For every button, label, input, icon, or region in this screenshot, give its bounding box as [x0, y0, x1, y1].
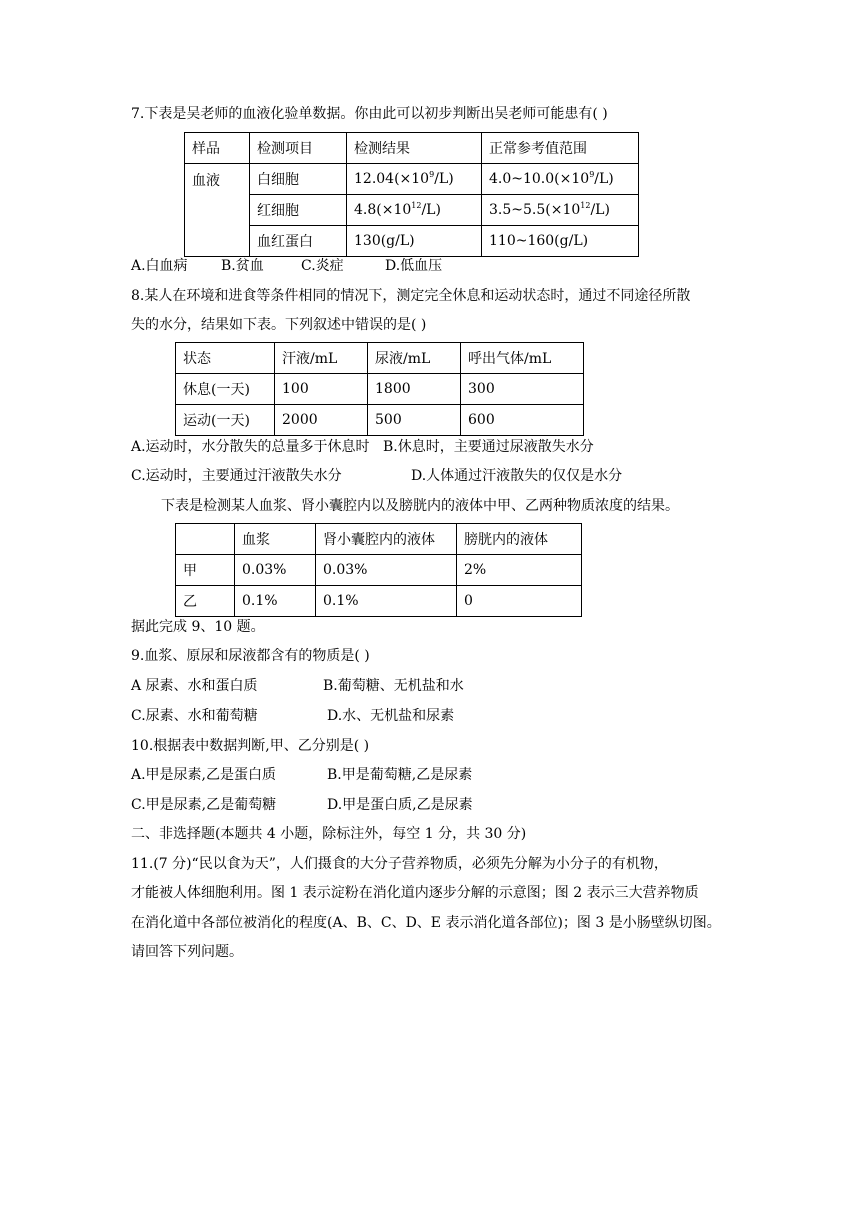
table-cell: 0.03%	[235, 555, 316, 586]
table-header-cell: 汗液/mL	[275, 343, 368, 374]
table-cell: 乙	[176, 586, 235, 617]
item-cell: 白细胞	[250, 164, 347, 195]
table-row	[176, 555, 582, 586]
table-header-cell: 尿液/mL	[368, 343, 461, 374]
item-cell: 红细胞	[250, 195, 347, 226]
q8-table	[175, 342, 584, 436]
option-d[interactable]: D.水、无机盐和尿素	[327, 708, 455, 724]
table-header-cell: 检测结果	[347, 133, 482, 164]
result-cell: 130(g/L)	[347, 226, 482, 257]
q7-stem: 7.下表是吴老师的血液化验单数据。你由此可以初步判断出吴老师可能患有( )	[131, 106, 608, 122]
table-cell: 甲	[176, 555, 235, 586]
table-header-row	[176, 343, 584, 374]
table-header-cell	[176, 524, 235, 555]
q11-line3: 在消化道中各部位被消化的程度(A、B、C、D、E 表示消化道各部位)；图 3 是小肠壁纵切图。	[131, 915, 721, 931]
table-row	[176, 586, 582, 617]
q9-options-row1	[131, 676, 464, 696]
table-cell: 0.03%	[316, 555, 457, 586]
table-row	[185, 226, 639, 257]
q8-stem-line2: 失的水分，结果如下表。下列叙述中错误的是( )	[131, 317, 427, 333]
table-cell: 1800	[368, 374, 461, 405]
table-header-cell: 正常参考值范围	[482, 133, 639, 164]
q8-options-row2	[131, 466, 622, 486]
table-cell: 0.1%	[316, 586, 457, 617]
q11-line1: 11.(7 分)“民以食为天”，人们摄食的大分子营养物质，必须先分解为小分子的有机物，	[131, 856, 668, 872]
option-c[interactable]: C.运动时，主要通过汗液散失水分	[131, 468, 342, 484]
table-cell: 2000	[275, 405, 368, 436]
sample-cell: 血液	[185, 164, 250, 257]
result-cell: $12.04(\times 10^9/L)$	[347, 164, 482, 195]
q10-options-row2	[131, 795, 473, 815]
table-cell: 600	[461, 405, 584, 436]
q10-options-row1	[131, 765, 472, 785]
table-cell: 0.1%	[235, 586, 316, 617]
q11-line2: 才能被人体细胞利用。图 1 表示淀粉在消化道内逐步分解的示意图；图 2 表示三大营养物质	[131, 885, 699, 901]
q9-stem: 9.血浆、原尿和尿液都含有的物质是( )	[131, 648, 370, 664]
q10-stem: 10.根据表中数据判断,甲、乙分别是( )	[131, 738, 370, 754]
table-row	[176, 405, 584, 436]
table-header-cell: 膀胱内的液体	[457, 524, 582, 555]
q9-10-intro: 下表是检测某人血浆、肾小囊腔内以及膀胱内的液体中甲、乙两种物质浓度的结果。	[161, 498, 679, 514]
option-b[interactable]: B.葡萄糖、无机盐和水	[323, 678, 464, 694]
range-cell: $4.0\sim 10.0(\times 10^9/L)$	[482, 164, 639, 195]
table-row	[185, 195, 639, 226]
table-header-cell: 呼出气体/mL	[461, 343, 584, 374]
section-title: 二、非选择题(本题共 4 小题，除标注外，每空 1 分，共 30 分)	[131, 826, 527, 842]
option-c[interactable]: C.炎症	[301, 258, 344, 274]
option-c[interactable]: C.尿素、水和葡萄糖	[131, 708, 258, 724]
table-cell: 500	[368, 405, 461, 436]
q9-10-after: 据此完成 9、10 题。	[131, 619, 265, 635]
table-cell: 0	[457, 586, 582, 617]
option-b[interactable]: B.贫血	[221, 258, 264, 274]
table-row	[176, 374, 584, 405]
table-cell: 2%	[457, 555, 582, 586]
result-cell: $4.8(\times 10^{12}/L)$	[347, 195, 482, 226]
q9-10-table	[175, 523, 582, 617]
table-header-cell: 样品	[185, 133, 250, 164]
table-header-row	[185, 133, 639, 164]
table-header-row	[176, 524, 582, 555]
table-row	[185, 164, 639, 195]
range-cell: $3.5\sim 5.5(\times 10^{12}/L)$	[482, 195, 639, 226]
q11-line4: 请回答下列问题。	[131, 944, 243, 960]
item-cell: 血红蛋白	[250, 226, 347, 257]
option-d[interactable]: D.低血压	[385, 258, 443, 274]
table-cell: 100	[275, 374, 368, 405]
table-header-cell: 肾小囊腔内的液体	[316, 524, 457, 555]
q7-options	[131, 256, 442, 276]
table-header-cell: 状态	[176, 343, 275, 374]
range-cell: 110~160(g/L)	[482, 226, 639, 257]
table-cell: 休息(一天)	[176, 374, 275, 405]
q8-options-row1	[131, 437, 594, 457]
option-b[interactable]: B.甲是葡萄糖,乙是尿素	[327, 767, 473, 783]
q9-options-row2	[131, 706, 454, 726]
q7-table	[184, 132, 639, 257]
option-d[interactable]: D.人体通过汗液散失的仅仅是水分	[411, 468, 623, 484]
option-c[interactable]: C.甲是尿素,乙是葡萄糖	[131, 797, 277, 813]
table-cell: 300	[461, 374, 584, 405]
option-a[interactable]: A 尿素、水和蛋白质	[131, 678, 258, 694]
table-cell: 运动(一天)	[176, 405, 275, 436]
option-a[interactable]: A.运动时，水分散失的总量多于休息时	[131, 439, 370, 455]
option-b[interactable]: B.休息时，主要通过尿液散失水分	[383, 439, 594, 455]
q8-stem-line1: 8.某人在环境和进食等条件相同的情况下，测定完全休息和运动状态时，通过不同途径所散	[131, 288, 691, 304]
table-header-cell: 检测项目	[250, 133, 347, 164]
table-header-cell: 血浆	[235, 524, 316, 555]
option-a[interactable]: A.白血病	[131, 258, 188, 274]
option-a[interactable]: A.甲是尿素,乙是蛋白质	[131, 767, 277, 783]
option-d[interactable]: D.甲是蛋白质,乙是尿素	[327, 797, 473, 813]
